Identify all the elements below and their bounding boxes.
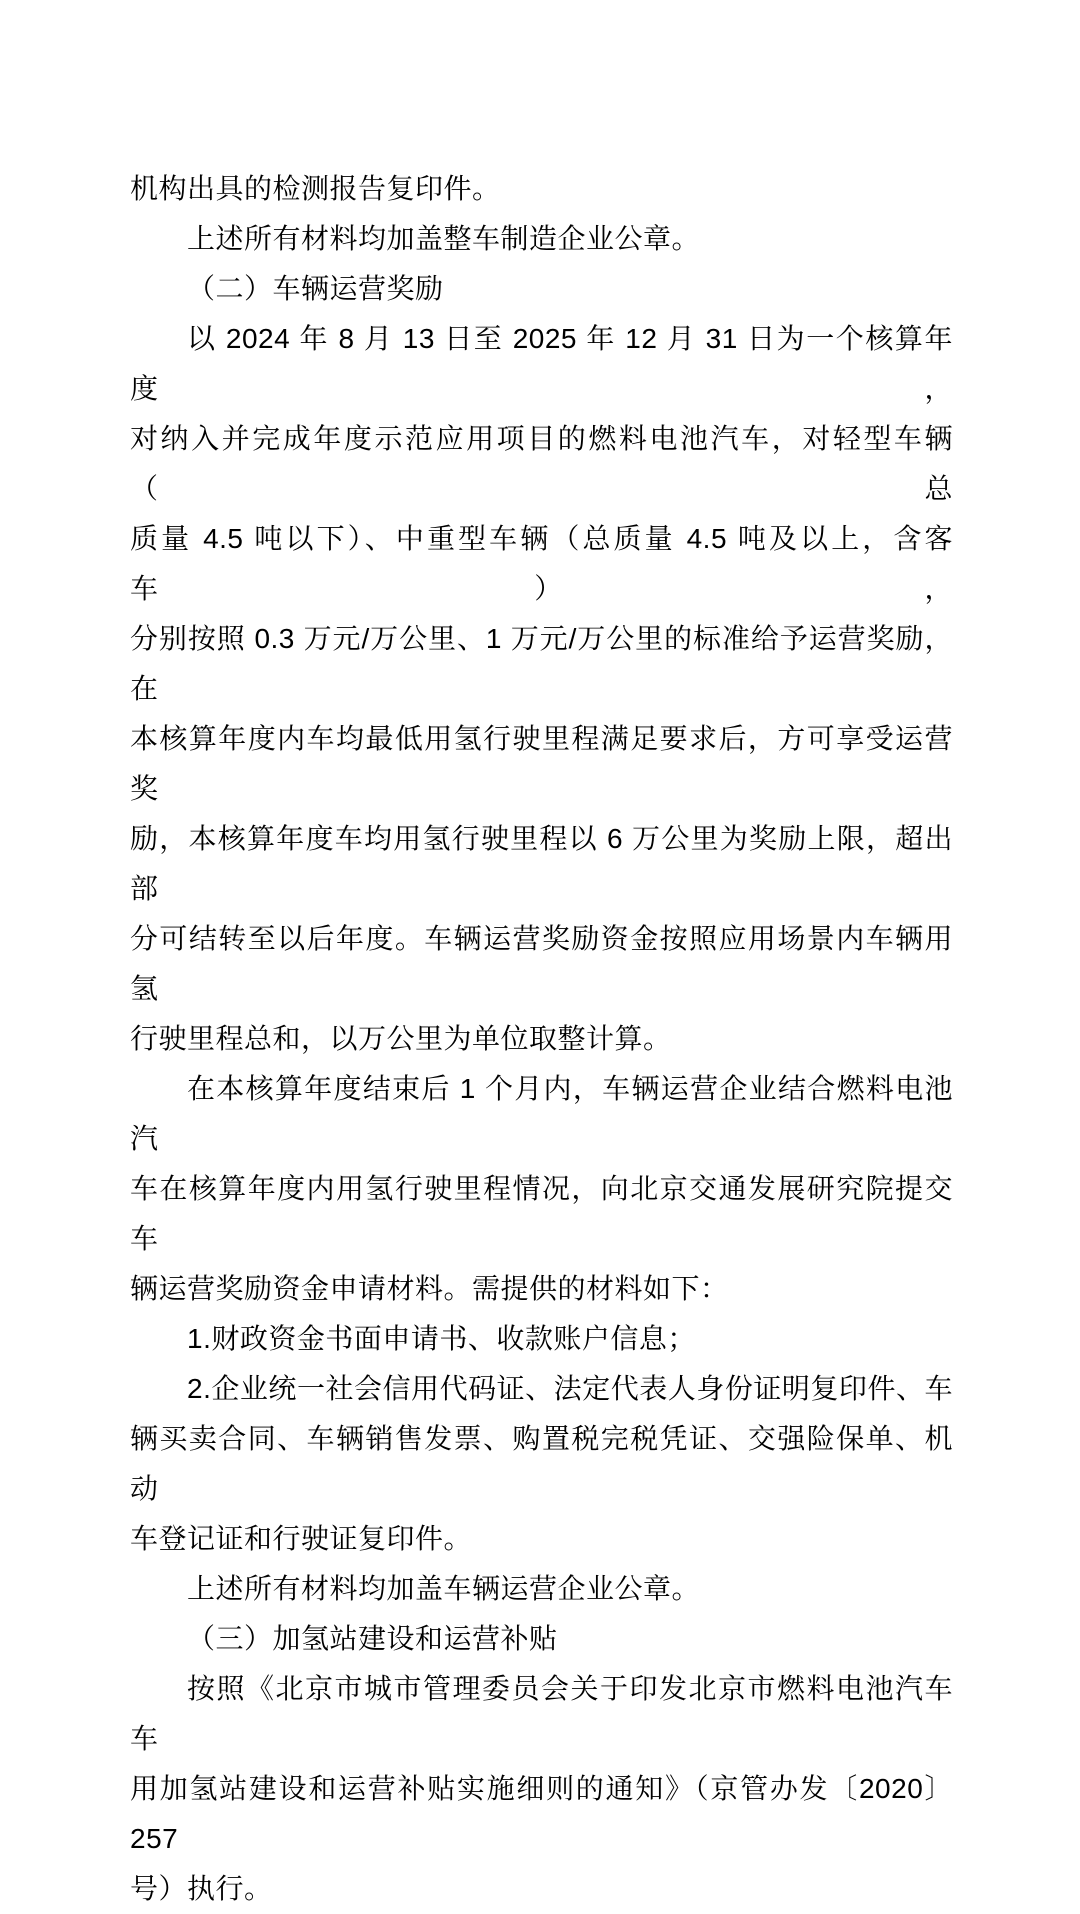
text-line: 辆运营奖励资金申请材料。需提供的材料如下： (130, 1273, 729, 1304)
text-line: 2.企业统一社会信用代码证、法定代表人身份证明复印件、车 (187, 1373, 953, 1404)
text-line: 辆买卖合同、车辆销售发票、购置税完税凭证、交强险保单、机动 (130, 1423, 953, 1504)
text-line: 车登记证和行驶证复印件。 (130, 1523, 473, 1554)
text-line: 车在核算年度内用氢行驶里程情况，向北京交通发展研究院提交车 (130, 1173, 953, 1254)
text-line: 以 2024 年 8 月 13 日至 2025 年 12 月 31 日为一个核算年度， (130, 323, 953, 404)
text-line: （三）加氢站建设和运营补贴 (187, 1623, 558, 1654)
text-line: 励，本核算年度车均用氢行驶里程以 6 万公里为奖励上限，超出部 (130, 823, 953, 904)
text-line: 按照《北京市城市管理委员会关于印发北京市燃料电池汽车车 (130, 1673, 953, 1754)
text-line: 上述所有材料均加盖整车制造企业公章。 (187, 223, 701, 254)
text-line: 机构出具的检测报告复印件。 (130, 173, 501, 204)
text-line: 上述所有材料均加盖车辆运营企业公章。 (187, 1573, 701, 1604)
text-line: 在本核算年度结束后 1 个月内，车辆运营企业结合燃料电池汽 (130, 1073, 953, 1154)
text-line: 号）执行。 (130, 1873, 273, 1904)
text-line: 本核算年度内车均最低用氢行驶里程满足要求后，方可享受运营奖 (130, 723, 953, 804)
text-line: 质量 4.5 吨以下）、中重型车辆（总质量 4.5 吨及以上，含客车）， (130, 523, 953, 604)
text-line: 1.财政资金书面申请书、收款账户信息； (187, 1323, 696, 1354)
document-body (130, 164, 953, 1914)
text-line: 分别按照 0.3 万元/万公里、1 万元/万公里的标准给予运营奖励，在 (130, 623, 953, 704)
text-line: （二）车辆运营奖励 (187, 273, 444, 304)
text-line: 分可结转至以后年度。车辆运营奖励资金按照应用场景内车辆用氢 (130, 923, 953, 1004)
text-line: 对纳入并完成年度示范应用项目的燃料电池汽车，对轻型车辆（总 (130, 423, 953, 504)
text-line: 用加氢站建设和运营补贴实施细则的通知》（京管办发〔2020〕257 (130, 1773, 953, 1854)
text-line: 行驶里程总和，以万公里为单位取整计算。 (130, 1023, 672, 1054)
